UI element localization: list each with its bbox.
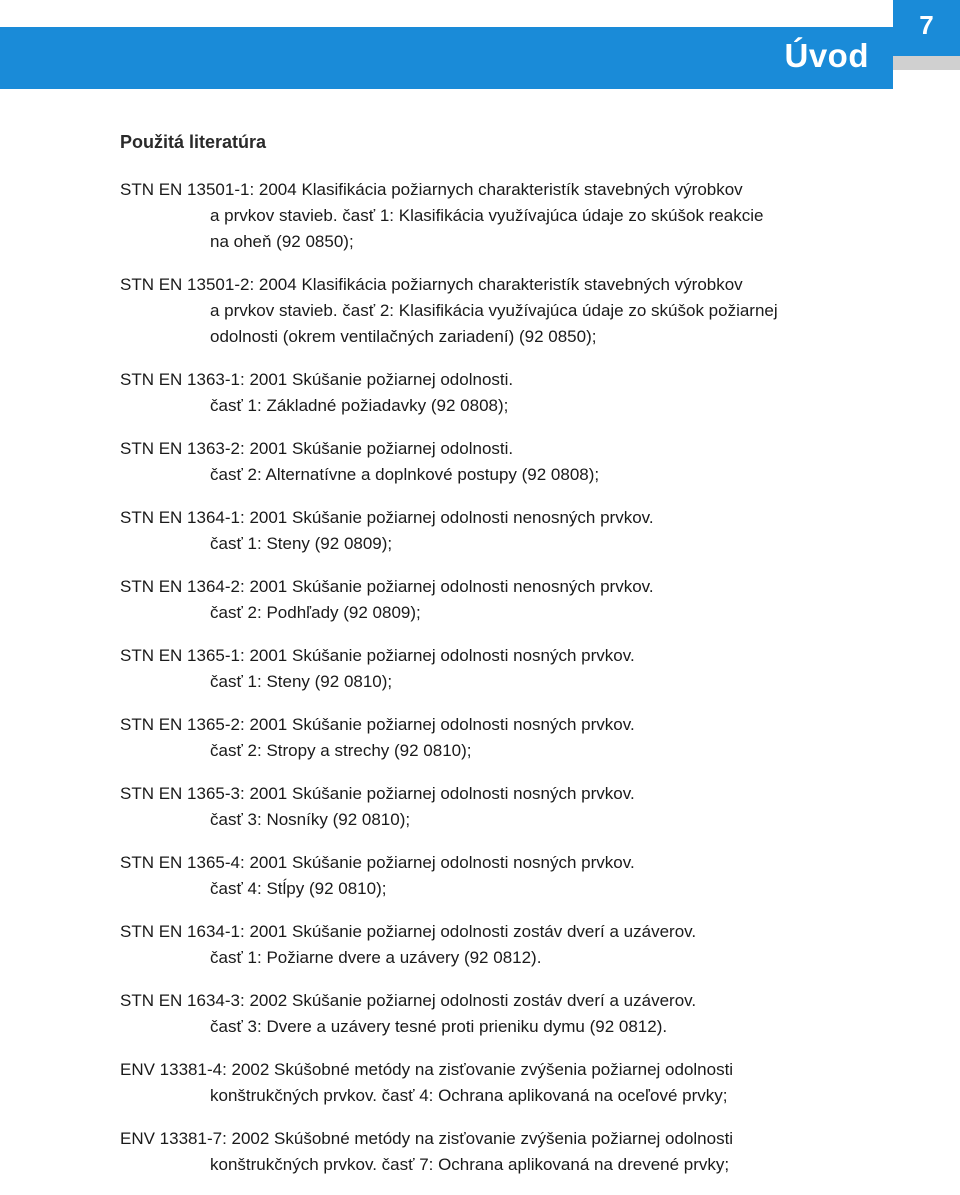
reference-continuation-line: konštrukčných prvkov. časť 4: Ochrana aplikovaná na oceľové prvky; (210, 1086, 728, 1105)
reference-entry (120, 712, 920, 764)
reference-line: STN EN 1365-1: 2001 Skúšanie požiarnej odolnosti nosných prvkov. (120, 646, 635, 665)
reference-list (120, 177, 920, 1178)
reference-entry (120, 919, 920, 971)
main-content (120, 132, 920, 1195)
reference-line: STN EN 1634-3: 2002 Skúšanie požiarnej odolnosti zostáv dverí a uzáverov. (120, 991, 697, 1010)
page-number-tab (893, 0, 960, 56)
reference-entry (120, 1126, 920, 1178)
reference-entry (120, 643, 920, 695)
reference-continuation-line: odolnosti (okrem ventilačných zariadení) (92 0850); (210, 327, 597, 346)
reference-continuation-line: časť 1: Steny (92 0809); (210, 534, 393, 553)
chapter-title: Úvod (784, 37, 869, 74)
reference-continuation-line: a prvkov stavieb. časť 1: Klasifikácia využívajúca údaje zo skúšok reakcie (210, 206, 764, 225)
reference-entry (120, 177, 920, 255)
reference-entry (120, 988, 920, 1040)
reference-entry (120, 436, 920, 488)
reference-line: STN EN 13501-1: 2004 Klasifikácia požiarnych charakteristík stavebných výrobkov (120, 180, 743, 199)
reference-continuation-line: časť 4: Stĺpy (92 0810); (210, 879, 387, 898)
reference-line: ENV 13381-7: 2002 Skúšobné metódy na zisťovanie zvýšenia požiarnej odolnosti (120, 1129, 734, 1148)
reference-line: STN EN 1363-1: 2001 Skúšanie požiarnej odolnosti. (120, 370, 514, 389)
reference-line: ENV 13381-4: 2002 Skúšobné metódy na zisťovanie zvýšenia požiarnej odolnosti (120, 1060, 734, 1079)
reference-entry (120, 367, 920, 419)
page-number: 7 (919, 10, 934, 40)
reference-continuation-line: časť 2: Podhľady (92 0809); (210, 603, 421, 622)
reference-continuation-line: časť 1: Steny (92 0810); (210, 672, 393, 691)
reference-line: STN EN 1365-4: 2001 Skúšanie požiarnej odolnosti nosných prvkov. (120, 853, 635, 872)
reference-line: STN EN 1365-2: 2001 Skúšanie požiarnej odolnosti nosných prvkov. (120, 715, 635, 734)
reference-entry (120, 505, 920, 557)
reference-continuation-line: na oheň (92 0850); (210, 232, 354, 251)
reference-continuation-line: a prvkov stavieb. časť 2: Klasifikácia využívajúca údaje zo skúšok požiarnej (210, 301, 778, 320)
reference-line: STN EN 1364-1: 2001 Skúšanie požiarnej odolnosti nenosných prvkov. (120, 508, 654, 527)
reference-entry (120, 781, 920, 833)
reference-continuation-line: časť 2: Alternatívne a doplnkové postupy (92 0808); (210, 465, 600, 484)
reference-line: STN EN 13501-2: 2004 Klasifikácia požiarnych charakteristík stavebných výrobkov (120, 275, 743, 294)
decorative-strip (893, 56, 960, 70)
header-band (0, 27, 893, 89)
reference-continuation-line: časť 3: Dvere a uzávery tesné proti prieniku dymu (92 0812). (210, 1017, 668, 1036)
section-heading: Použitá literatúra (120, 132, 267, 152)
reference-entry (120, 850, 920, 902)
reference-line: STN EN 1634-1: 2001 Skúšanie požiarnej odolnosti zostáv dverí a uzáverov. (120, 922, 697, 941)
reference-line: STN EN 1365-3: 2001 Skúšanie požiarnej odolnosti nosných prvkov. (120, 784, 635, 803)
reference-continuation-line: časť 1: Požiarne dvere a uzávery (92 0812). (210, 948, 542, 967)
reference-continuation-line: časť 3: Nosníky (92 0810); (210, 810, 411, 829)
reference-entry (120, 574, 920, 626)
reference-entry (120, 1057, 920, 1109)
reference-continuation-line: časť 1: Základné požiadavky (92 0808); (210, 396, 509, 415)
reference-continuation-line: konštrukčných prvkov. časť 7: Ochrana aplikovaná na drevené prvky; (210, 1155, 730, 1174)
reference-line: STN EN 1364-2: 2001 Skúšanie požiarnej odolnosti nenosných prvkov. (120, 577, 654, 596)
reference-entry (120, 272, 920, 350)
reference-line: STN EN 1363-2: 2001 Skúšanie požiarnej odolnosti. (120, 439, 514, 458)
reference-continuation-line: časť 2: Stropy a strechy (92 0810); (210, 741, 472, 760)
